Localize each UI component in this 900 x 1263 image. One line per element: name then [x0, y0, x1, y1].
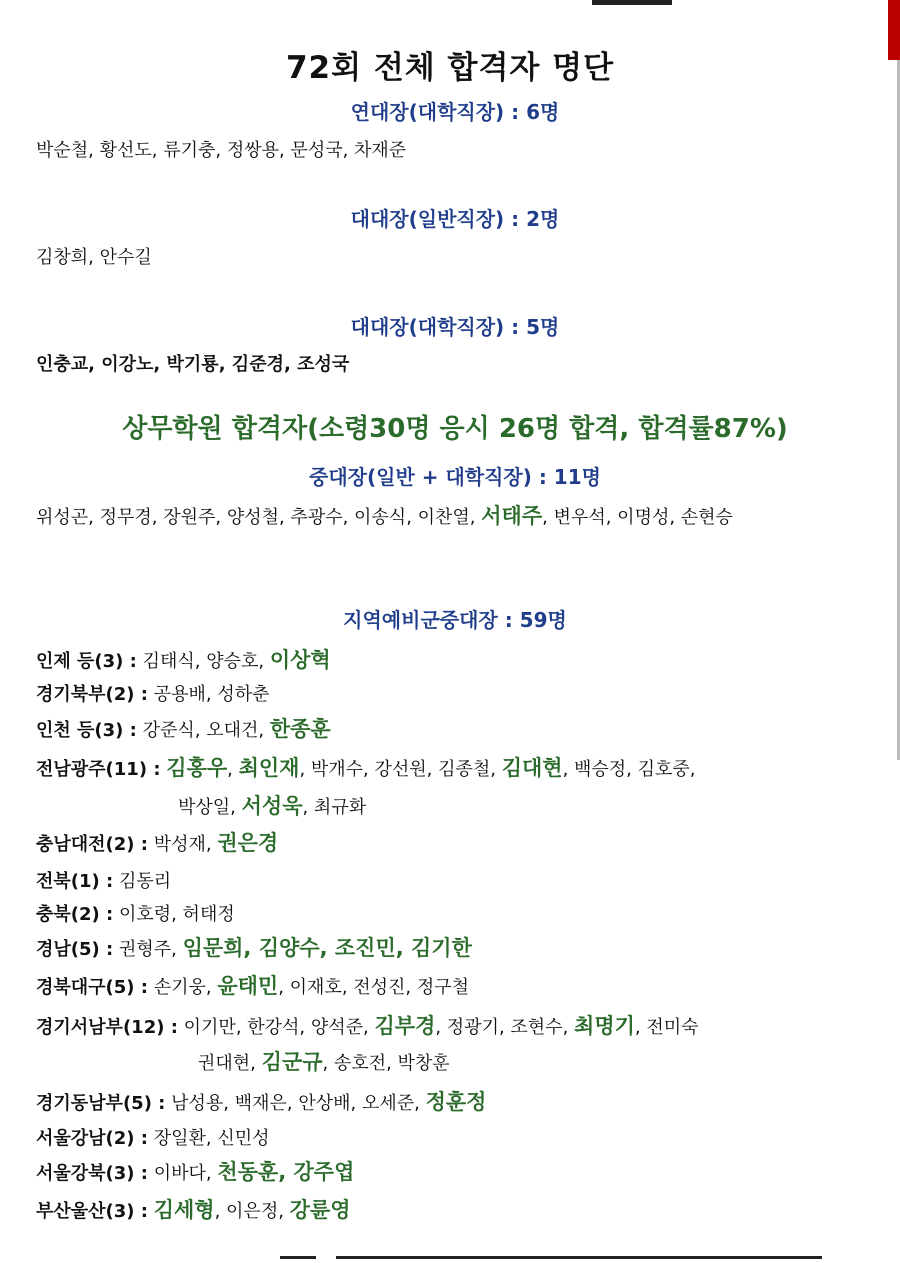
row-label: 인제 등(3) : — [36, 651, 137, 672]
row-names: 남성용, 백재은, 안상배, 오세준, — [171, 1093, 420, 1114]
scan-edge-bottom-short — [280, 1256, 316, 1259]
row-label: 서울강북(3) : — [36, 1163, 148, 1184]
row-names-rest: , 백승정, 김호중, — [562, 759, 696, 780]
scan-edge-top — [592, 0, 672, 5]
regional-row — [36, 867, 171, 893]
row-names: 박상일, — [178, 797, 236, 818]
row-names: 권형주, — [118, 939, 177, 960]
regional-row — [36, 644, 331, 674]
company-names-highlight: 서태주 — [481, 504, 543, 528]
row-highlight: 김군규 — [261, 1050, 323, 1074]
page-title: 72회 전체 합격자 명단 — [285, 50, 615, 86]
regional-row — [36, 680, 270, 706]
regional-row — [36, 1156, 354, 1186]
regional-row-continuation — [198, 1046, 450, 1076]
row-names-rest: , 전미숙 — [634, 1017, 699, 1038]
row-label: 전북(1) : — [36, 871, 114, 892]
row-highlight: 최명기 — [574, 1014, 635, 1038]
row-names-rest: , 송호전, 박창훈 — [322, 1053, 450, 1074]
row-names: 공용배, 성하춘 — [153, 684, 270, 705]
regional-heading: 지역예비군중대장 : 59명 — [343, 608, 567, 632]
row-highlight: 이상혁 — [269, 648, 331, 672]
section-heading-battalion-university: 대대장(대학직장) : 5명 — [350, 315, 560, 339]
row-names: , 이은정, — [214, 1201, 284, 1222]
row-highlight: 김홍우 — [166, 756, 228, 780]
row-names: 강준식, 오대건, — [142, 720, 265, 741]
section-heading-regiment: 연대장(대학직장) : 6명 — [350, 100, 560, 124]
regional-row — [36, 1086, 486, 1116]
regional-row — [36, 900, 235, 926]
row-label: 부산울산(3) : — [36, 1201, 148, 1222]
regional-row — [36, 1124, 270, 1150]
row-names: 박성재, — [153, 834, 212, 855]
row-names: 이호령, 허태정 — [118, 904, 235, 925]
row-highlight: 김부경 — [374, 1014, 436, 1038]
company-names-a: 위성곤, 정무경, 장원주, 양성철, 추광수, 이송식, 이찬열, — [36, 507, 476, 528]
row-names: , 박개수, 강선원, 김종철, — [299, 759, 496, 780]
row-names-rest: , 정광기, 조현수, — [435, 1017, 569, 1038]
row-highlight: 김세형 — [153, 1198, 215, 1222]
scan-edge-bottom — [336, 1256, 822, 1259]
company-names — [36, 500, 733, 530]
academy-heading: 상무학원 합격자(소령30명 응시 26명 합격, 합격률87%) — [122, 414, 788, 444]
regional-row — [36, 1010, 699, 1040]
row-label: 충남대전(2) : — [36, 834, 148, 855]
row-names: 권대현, — [198, 1053, 256, 1074]
regional-row-continuation — [178, 790, 366, 820]
row-label: 경기서남부(12) : — [36, 1017, 178, 1038]
row-label: 경기북부(2) : — [36, 684, 148, 705]
row-highlight: 윤태민 — [217, 974, 279, 998]
regional-row — [36, 827, 278, 857]
row-label: 충북(2) : — [36, 904, 114, 925]
row-label: 경북대구(5) : — [36, 977, 148, 998]
row-names: 손기웅, — [153, 977, 212, 998]
section-heading-battalion-general: 대대장(일반직장) : 2명 — [350, 207, 560, 231]
row-label: 경남(5) : — [36, 939, 114, 960]
row-label: 전남광주(11) : — [36, 759, 161, 780]
row-names: 이바다, — [153, 1163, 212, 1184]
row-names: 김동리 — [118, 871, 172, 892]
row-label: 서울강남(2) : — [36, 1128, 148, 1149]
regional-row — [36, 932, 472, 962]
row-highlight: 강륜영 — [289, 1198, 351, 1222]
row-names: 이기만, 한강석, 양석준, — [183, 1017, 369, 1038]
regional-row — [36, 713, 331, 743]
regional-row — [36, 970, 469, 1000]
company-names-b: , 변우석, 이명성, 손현승 — [542, 507, 733, 528]
regional-row: 전남광주(11) : 김홍우, 최인재, 박개수, 강선원, 김종철, 김대현, 백승정, 김호중, — [36, 756, 696, 780]
row-highlight: 임문희, 김양수, 조진민, 김기한 — [182, 936, 472, 960]
row-highlight: 한종훈 — [269, 717, 331, 741]
row-highlight: 정훈정 — [425, 1090, 487, 1114]
row-highlight: 권은경 — [217, 831, 279, 855]
row-highlight: 천동훈, 강주엽 — [217, 1160, 355, 1184]
row-label: 인천 등(3) : — [36, 720, 137, 741]
row-highlight: 서성욱 — [241, 794, 303, 818]
row-names-rest: , 최규화 — [302, 797, 367, 818]
row-highlight: 최인재 — [238, 756, 300, 780]
company-heading: 중대장(일반 + 대학직장) : 11명 — [309, 465, 601, 489]
row-names-rest: , 이재호, 전성진, 정구철 — [278, 977, 470, 998]
row-names: 김태식, 양승호, — [142, 651, 265, 672]
section-names-regiment: 박순철, 황선도, 류기충, 정쌍용, 문성국, 차재준 — [36, 140, 407, 161]
section-names-battalion-general: 김창희, 안수길 — [36, 247, 152, 268]
row-highlight: 김대현 — [501, 756, 563, 780]
row-label: 경기동남부(5) : — [36, 1093, 166, 1114]
row-names: 장일환, 신민성 — [153, 1128, 270, 1149]
section-names-battalion-university: 인충교, 이강노, 박기룡, 김준경, 조성국 — [36, 354, 350, 375]
regional-row — [36, 1194, 351, 1224]
